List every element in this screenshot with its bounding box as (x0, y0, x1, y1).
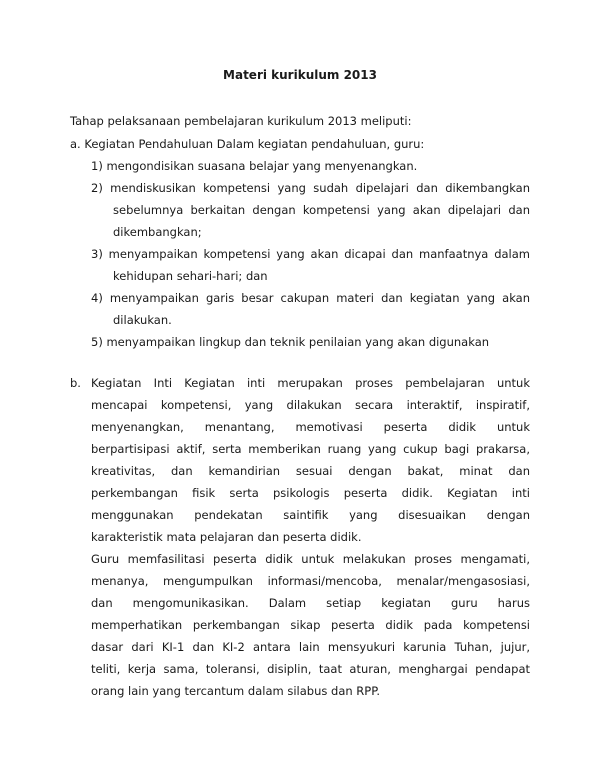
paragraph-line: kreativitas, dan kemandirian sesuai dengan bakat, minat dan (91, 464, 530, 478)
paragraph-line: menggunakan pendekatan saintifik yang disesuaikan dengan (91, 508, 530, 522)
list-item: 1) mengondisikan suasana belajar yang menyenangkan. (91, 159, 418, 173)
list-item-continuation: kehidupan sehari-hari; dan (113, 269, 268, 283)
paragraph-line: orang lain yang tercantum dalam silabus dan RPP. (91, 684, 381, 698)
list-item: 2) mendiskusikan kompetensi yang sudah dipelajari dan dikembangkan (91, 181, 530, 195)
paragraph-line: dan mengomunikasikan. Dalam setiap kegiatan guru harus (91, 596, 530, 610)
document-title: Materi kurikulum 2013 (223, 68, 377, 82)
paragraph-line: perkembangan fisik serta psikologis peserta didik. Kegiatan inti (91, 486, 530, 500)
paragraph-line: berpartisipasi aktif, serta memberikan ruang yang cukup bagi prakarsa, (91, 442, 530, 456)
list-item-continuation: dilakukan. (113, 313, 172, 327)
paragraph-line: menyenangkan, menantang, memotivasi peserta didik untuk (91, 420, 530, 434)
list-item: 4) menyampaikan garis besar cakupan materi dan kegiatan yang akan (91, 291, 530, 305)
list-item-continuation: sebelumnya berkaitan dengan kompetensi yang akan dipelajari dan (113, 203, 530, 217)
list-item: 5) menyampaikan lingkup dan teknik penilaian yang akan digunakan (91, 335, 490, 349)
intro-text: Tahap pelaksanaan pembelajaran kurikulum 2013 meliputi: (70, 114, 412, 128)
paragraph-line: menanya, mengumpulkan informasi/mencoba, menalar/mengasosiasi, (91, 574, 530, 588)
paragraph-line: Guru memfasilitasi peserta didik untuk melakukan proses mengamati, (91, 552, 530, 566)
paragraph-line: Kegiatan Inti Kegiatan inti merupakan proses pembelajaran untuk (91, 376, 530, 390)
paragraph-line: karakteristik mata pelajaran dan peserta didik. (91, 530, 362, 544)
paragraph-line: memperhatikan perkembangan sikap peserta didik pada kompetensi (91, 618, 530, 632)
paragraph-line: mencapai kompetensi, yang dilakukan secara interaktif, inspiratif, (91, 398, 530, 412)
list-item-continuation: dikembangkan; (113, 225, 202, 239)
section-a-heading: a. Kegiatan Pendahuluan Dalam kegiatan pendahuluan, guru: (70, 137, 425, 151)
paragraph-line: teliti, kerja sama, toleransi, disiplin, taat aturan, menghargai pendapat (91, 662, 530, 676)
list-item: 3) menyampaikan kompetensi yang akan dicapai dan manfaatnya dalam (91, 247, 530, 261)
section-b-label: b. (70, 376, 81, 390)
paragraph-line: dasar dari KI-1 dan KI-2 antara lain mensyukuri karunia Tuhan, jujur, (91, 640, 530, 654)
